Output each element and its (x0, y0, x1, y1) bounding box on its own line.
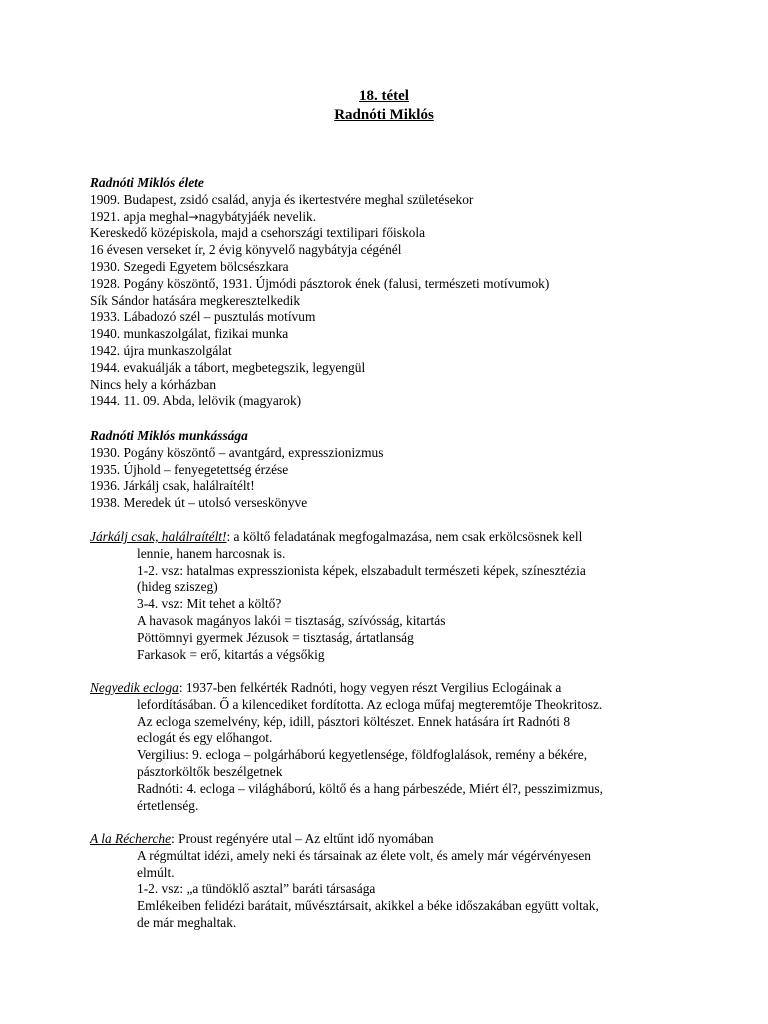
life-line: 1942. újra munkaszolgálat (90, 342, 232, 358)
work-section (90, 428, 690, 512)
jarkalj-lead: Járkálj csak, halálraítélt! (90, 529, 227, 544)
recherche-line: elmúlt. (137, 864, 175, 880)
ecloga-line: Vergilius: 9. ecloga – polgárháború kegyetlensége, földfoglalások, remény a békére, (137, 747, 588, 763)
life-line: 1930. Szegedi Egyetem bölcsészkara (90, 258, 289, 274)
jarkalj-section (90, 529, 690, 663)
ecloga-line: Az ecloga szemelvény, kép, idill, pásztori költészet. Ennek hatására írt Radnóti 8 (137, 713, 571, 729)
right-arrow-icon: → (188, 209, 199, 224)
ecloga-line: lefordításában. Ő a kilencediket fordította. Az ecloga műfaj megteremtője Theokritosz. (137, 696, 603, 712)
ecloga-line: eclogát és egy előhangot. (137, 730, 273, 746)
life-line-text: nagybátyjáék nevelik. (198, 208, 317, 224)
ecloga-first-line (90, 680, 690, 697)
life-line: Kereskedő középiskola, majd a csehországi textilipari főiskola (90, 225, 426, 241)
ecloga-line: Radnóti: 4. ecloga – világháború, költő és a hang párbeszéde, Miért él?, pesszimizmus, (137, 780, 603, 796)
life-section (90, 175, 690, 410)
recherche-line: 1-2. vsz: „a tündöklő asztal” baráti társasága (137, 881, 376, 897)
work-line: 1938. Meredek út – utolsó verseskönyve (90, 495, 308, 511)
jarkalj-line: Farkasok = erő, kitartás a végsőkig (137, 646, 325, 662)
recherche-lead: A la Récherche (90, 831, 172, 846)
document-title-number: 18. tétel (359, 88, 409, 104)
recherche-line: de már meghaltak. (137, 914, 237, 930)
jarkalj-line: 3-4. vsz: Mit tehet a költő? (137, 596, 282, 612)
life-line: 1933. Lábadozó szél – pusztulás motívum (90, 309, 316, 325)
jarkalj-line: 1-2. vsz: hatalmas expresszionista képek, elszabadult természeti képek, színesztézia (137, 562, 586, 578)
jarkalj-line: A havasok magányos lakói = tisztaság, szívósság, kitartás (137, 612, 446, 628)
jarkalj-first-line (90, 529, 690, 546)
ecloga-line: értetlenség. (137, 797, 199, 813)
recherche-text: : Proust regényére utal – Az eltűnt idő nyomában (171, 831, 434, 846)
ecloga-lead: Negyedik ecloga (90, 680, 179, 695)
ecloga-text: : 1937-ben felkérték Radnóti, hogy vegyen részt Vergilius Eclogáinak a (178, 680, 562, 695)
life-line: 1944. 11. 09. Abda, lelövik (magyarok) (90, 393, 302, 409)
work-line: 1936. Járkálj csak, halálraítélt! (90, 478, 255, 494)
work-heading: Radnóti Miklós munkássága (90, 428, 248, 443)
life-line: 1928. Pogány köszöntő, 1931. Újmódi pásztorok ének (falusi, természeti motívumok) (90, 275, 550, 291)
jarkalj-line: lennie, hanem harcosnak is. (137, 545, 286, 561)
recherche-first-line (90, 831, 690, 848)
life-heading: Radnóti Miklós élete (90, 175, 204, 190)
life-line (90, 209, 690, 226)
jarkalj-line: Pöttömnyi gyermek Jézusok = tisztaság, ártatlanság (137, 629, 414, 645)
recherche-line: A régmúltat idézi, amely neki és társainak az élete volt, és amely már végérvényesen (137, 847, 591, 863)
work-line: 1935. Újhold – fenyegetettség érzése (90, 461, 289, 477)
jarkalj-text: : a költő feladatának megfogalmazása, nem csak erkölcsösnek kell (226, 529, 583, 544)
life-line-text: 1921. apja meghal (90, 208, 189, 224)
life-line: 1940. munkaszolgálat, fizikai munka (90, 326, 289, 342)
ecloga-section (90, 680, 690, 814)
document-title-name: Radnóti Miklós (334, 107, 434, 123)
life-line: 1944. evakuálják a tábort, megbetegszik, legyengül (90, 359, 366, 375)
life-line: Nincs hely a kórházban (90, 376, 217, 392)
ecloga-line: pásztorköltők beszélgetnek (137, 763, 283, 779)
jarkalj-line: (hideg sziszeg) (137, 579, 218, 595)
life-line: 1909. Budapest, zsidó család, anyja és ikertestvére meghal születésekor (90, 191, 474, 207)
recherche-section (90, 831, 690, 932)
life-line: Sík Sándor hatására megkeresztelkedik (90, 292, 301, 308)
life-line: 16 évesen verseket ír, 2 évig könyvelő nagybátyja cégénél (90, 242, 402, 258)
recherche-line: Emlékeiben felidézi barátait, művésztársait, akikkel a béke időszakában együtt voltak, (137, 898, 599, 914)
work-line: 1930. Pogány köszöntő – avantgárd, expresszionizmus (90, 444, 384, 460)
